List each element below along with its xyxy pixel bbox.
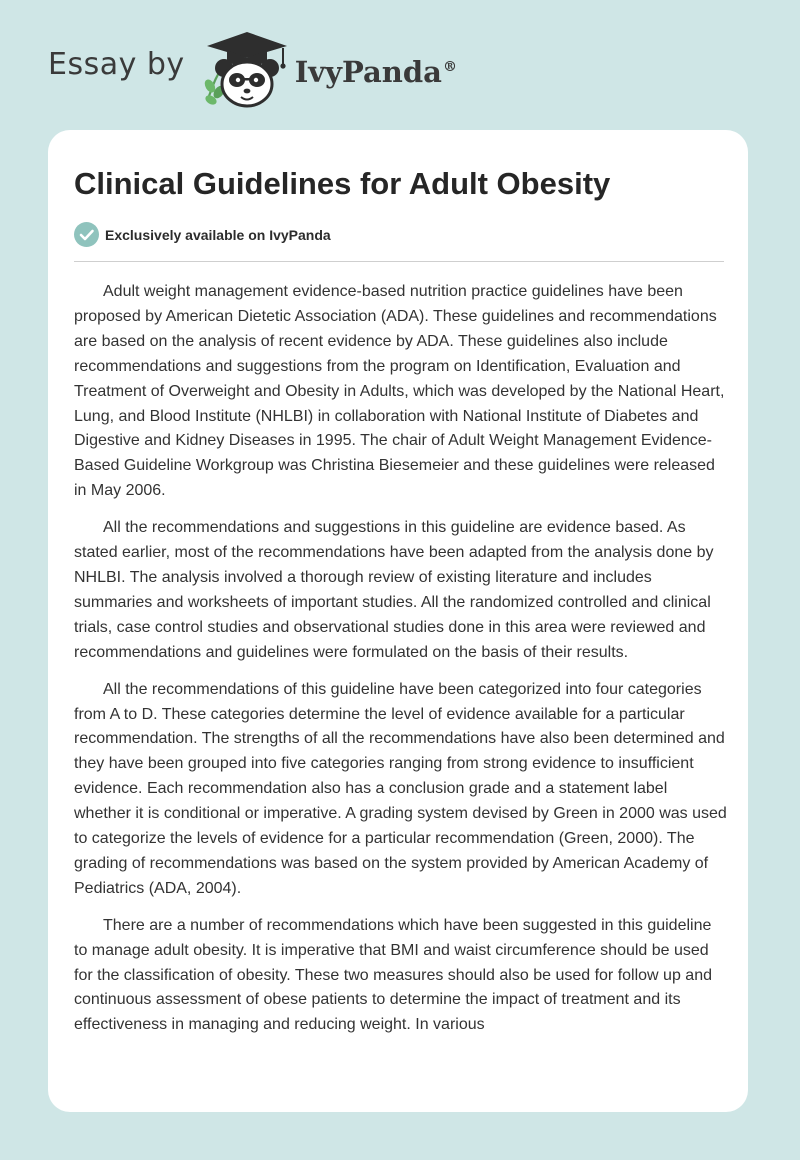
title-divider	[74, 261, 724, 262]
paragraph-1: Adult weight management evidence-based nutrition practice guidelines have been proposed by American Dietetic Association (ADA). These guidelines and recommendations are based on the analysis of recent evidence by ADA. These guidelines also include recommendations and suggestions from the program on Identification, Evaluation and Treatment of Overweight and Obesity in Adults, which was developed by the National Heart, Lung, and Blood Institute (NHLBI) in collaboration with National Institute of Diabetes and Digestive and Kidney Diseases in 1995. The chair of Adult Weight Management Evidence-Based Guideline Workgroup was Christina Biesemeier and these guidelines were released in May 2006.	[74, 283, 725, 500]
essay-body	[74, 280, 728, 1050]
paragraph-4: There are a number of recommendations which have been suggested in this guideline to manage adult obesity. It is imperative that BMI and waist circumference should be used for the classification of obesity. These two measures should also be used for follow up and continuous assessment of obese patients to determine the impact of treatment and its effectiveness in managing and reducing weight. In various	[74, 916, 712, 1034]
panda-graduate-logo-icon	[199, 30, 291, 110]
paragraph-3: All the recommendations of this guideline have been categorized into four categories from A to D. These categories determine the level of evidence available for a particular recommendation. The strengths of all the recommendations have also been determined and they have been grouped into five categories ranging from strong evidence to insufficient evidence. Each recommendation also has a conclusion grade and a statement label whether it is conditional or imperative. A grading system devised by Green in 2000 was used to categorize the levels of evidence for a particular recommendation (Green, 2000). The grading of recommendations was based on the system provided by American Academy of Pediatrics (ADA, 2004).	[74, 680, 727, 897]
page-title: Clinical Guidelines for Adult Obesity	[74, 166, 611, 201]
exclusive-badge	[74, 222, 331, 247]
brand-name: IvyPanda®	[294, 55, 457, 89]
brand-header[interactable]	[48, 30, 457, 110]
essay-card	[48, 130, 748, 1112]
check-circle-icon	[74, 222, 99, 247]
exclusive-badge-text: Exclusively available on IvyPanda	[105, 226, 331, 243]
registered-mark: ®	[442, 59, 457, 76]
brand-prefix: Essay by	[48, 46, 185, 82]
paragraph-2: All the recommendations and suggestions in this guideline are evidence based. As stated earlier, most of the recommendations have been adapted from the analysis done by NHLBI. The analysis involved a thorough review of existing literature and includes summaries and worksheets of important studies. All the randomized controlled and clinical trials, case control studies and observational studies done in this area were reviewed and recommendations and guidelines were formulated on the basis of their results.	[74, 519, 714, 661]
